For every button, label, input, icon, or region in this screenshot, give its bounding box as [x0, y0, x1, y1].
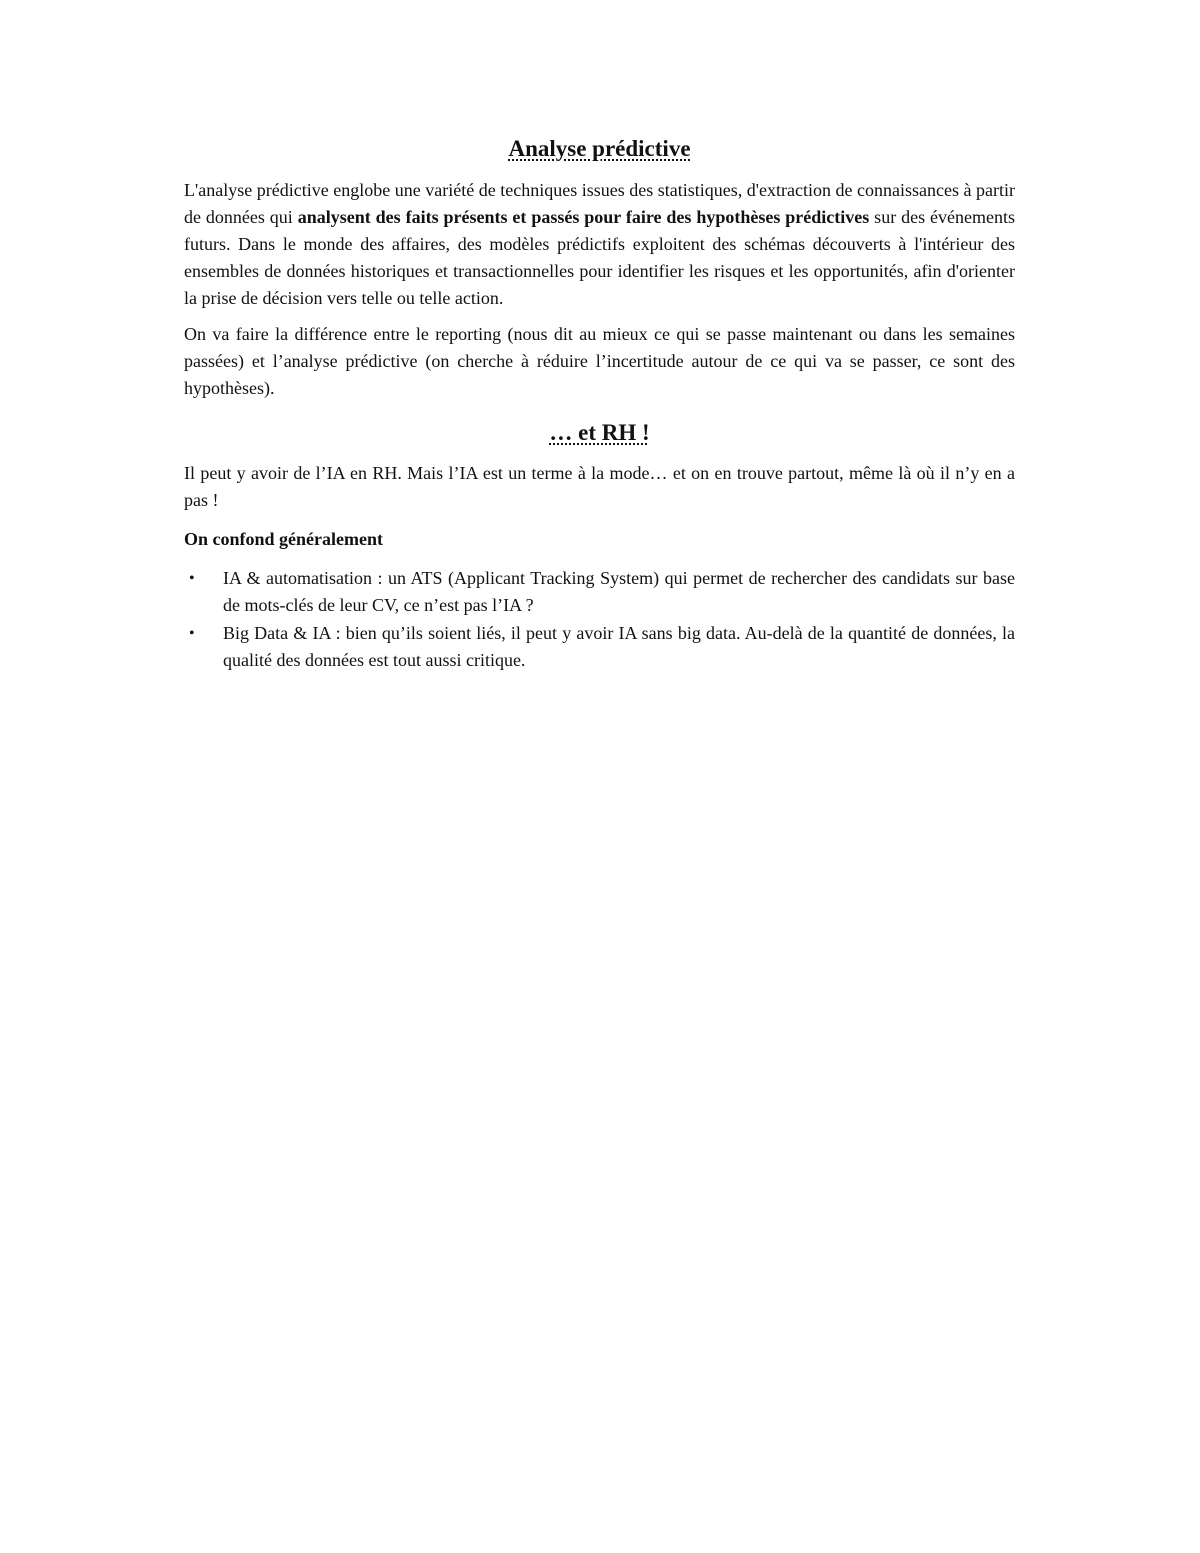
bullet-icon: • [189, 625, 195, 642]
confusion-subheading: On confond généralement [184, 529, 383, 549]
section-title-rh [184, 418, 1015, 448]
document-page [184, 130, 1015, 675]
section-title-analyse-text: Analyse prédictive [508, 136, 691, 161]
list-item [184, 620, 1015, 674]
analyse-paragraph-1-end: sur des événements futurs. Dans le monde des affaires, des modèles prédictifs exploitent des schémas découverts à l'intérieur des ensembles de données historiques et transactionnelles pour identifier les risques et les opportunités, afin d'orienter la prise de décision vers telle ou telle action. [184, 207, 1015, 308]
section-title-rh-text: … et RH ! [549, 420, 650, 445]
list-item [184, 565, 1015, 619]
list-item-text: Big Data & IA : bien qu’ils soient liés, il peut y avoir IA sans big data. Au-delà de la quantité de données, la qualité des données est tout aussi critique. [223, 623, 1015, 670]
analyse-paragraph-2: On va faire la différence entre le reporting (nous dit au mieux ce qui se passe maintenant ou dans les semaines passées) et l’analyse prédictive (on cherche à réduire l’incertitude autour de ce qui va se passer, ce sont des hypothèses). [184, 324, 1015, 398]
bullet-icon: • [189, 570, 195, 587]
section-title-analyse [184, 134, 1015, 164]
analyse-paragraph-1-bold: analysent des faits présents et passés pour faire des hypothèses prédictives [297, 207, 870, 227]
analyse-paragraph-1-start: L'analyse prédictive englobe une variété de techniques issues des statistiques, d'extraction de connaissances à partir de données qui [184, 180, 1015, 227]
rh-paragraph-1: Il peut y avoir de l’IA en RH. Mais l’IA est un terme à la mode… et on en trouve partout, même là où il n’y en a pas ! [184, 463, 1015, 510]
confusion-list [184, 565, 1015, 674]
analyse-paragraph-1 [184, 177, 1015, 312]
list-item-text: IA & automatisation : un ATS (Applicant Tracking System) qui permet de rechercher des candidats sur base de mots-clés de leur CV, ce n’est pas l’IA ? [223, 568, 1015, 615]
